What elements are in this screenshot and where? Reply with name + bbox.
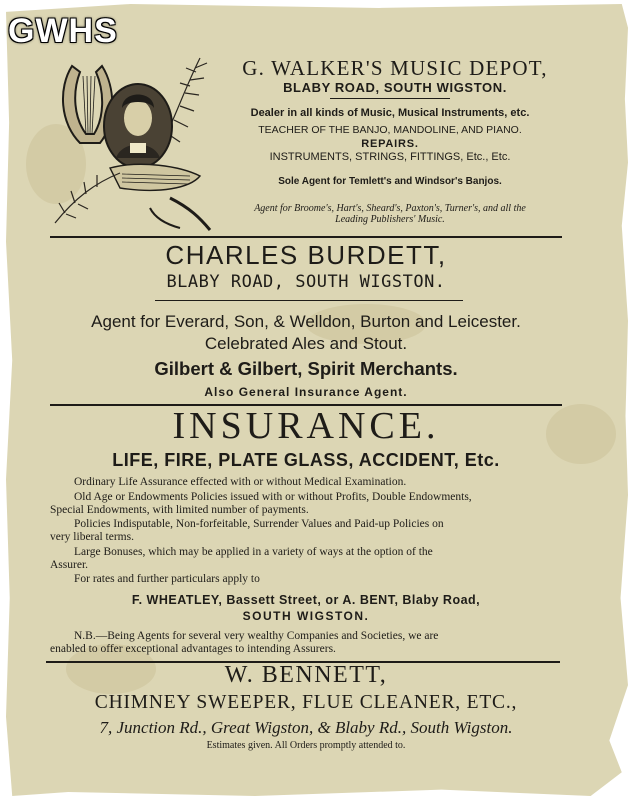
insurance-p4a: Large Bonuses, which may be applied in a variety of ways at the option of the	[74, 546, 433, 558]
divider-walker	[50, 236, 562, 238]
insurance-p3b: very liberal terms.	[50, 531, 134, 543]
burdett-insurance-agent: Also General Insurance Agent.	[204, 385, 408, 399]
music-illustration	[50, 48, 215, 233]
walker-agent-line2: Leading Publishers' Music.	[335, 214, 445, 225]
insurance-contact1: F. WHEATLEY, Bassett Street, or A. BENT, Blaby Road,	[131, 593, 481, 607]
bennett-name: W. BENNETT,	[224, 662, 388, 688]
insurance-p1: Ordinary Life Assurance effected with or without Medical Examination.	[74, 476, 407, 488]
watermark-text: GWHS	[8, 12, 118, 50]
burdett-short-rule	[155, 300, 463, 301]
bennett-footer: Estimates given. All Orders promptly attended to.	[206, 740, 406, 751]
insurance-nb1: N.B.—Being Agents for several very wealthy Companies and Societies, we are	[74, 630, 439, 642]
burdett-agent: Agent for Everard, Son, & Welldon, Burton and Leicester.	[91, 312, 521, 331]
watermark-logo	[8, 12, 118, 51]
burdett-ales: Celebrated Ales and Stout.	[204, 334, 408, 353]
insurance-types: LIFE, FIRE, PLATE GLASS, ACCIDENT, Etc.	[112, 450, 500, 470]
insurance-nb2: enabled to offer exceptional advantages to intending Assurers.	[50, 643, 336, 655]
burdett-name: CHARLES BURDETT,	[165, 240, 447, 270]
walker-short-rule	[330, 98, 450, 99]
burdett-gilbert: Gilbert & Gilbert, Spirit Merchants.	[154, 358, 458, 379]
bennett-trade: CHIMNEY SWEEPER, FLUE CLEANER, ETC.,	[94, 692, 518, 713]
insurance-p3a: Policies Indisputable, Non-forfeitable, Surrender Values and Paid-up Policies on	[74, 518, 444, 530]
insurance-p5: For rates and further particulars apply to	[74, 573, 260, 585]
walker-repairs: REPAIRS.	[361, 138, 419, 150]
walker-agent-line1: Agent for Broome's, Hart's, Sheard's, Paxton's, Turner's, and all the	[254, 203, 526, 214]
insurance-p2a: Old Age or Endowments Policies issued with or without Profits, Double Endowments,	[74, 491, 472, 503]
insurance-p4b: Assurer.	[50, 559, 89, 571]
walker-dealer: Dealer in all kinds of Music, Musical Instruments, etc.	[250, 107, 530, 119]
walker-instruments: INSTRUMENTS, STRINGS, FITTINGS, Etc., Etc.	[269, 151, 511, 163]
insurance-contact2: SOUTH WIGSTON.	[242, 609, 370, 623]
walker-sole-agent: Sole Agent for Temlett's and Windsor's Banjos.	[278, 176, 502, 187]
walker-teacher: TEACHER OF THE BANJO, MANDOLINE, AND PIANO.	[258, 124, 522, 136]
burdett-address: BLABY ROAD, SOUTH WIGSTON.	[166, 272, 446, 292]
bennett-address: 7, Junction Rd., Great Wigston, & Blaby Rd., South Wigston.	[99, 718, 513, 737]
insurance-title: INSURANCE.	[172, 405, 440, 447]
walker-address: BLABY ROAD, SOUTH WIGSTON.	[283, 80, 507, 95]
insurance-p2b: Special Endowments, with limited number of payments.	[50, 504, 309, 516]
walker-title: G. WALKER'S MUSIC DEPOT,	[242, 56, 548, 80]
